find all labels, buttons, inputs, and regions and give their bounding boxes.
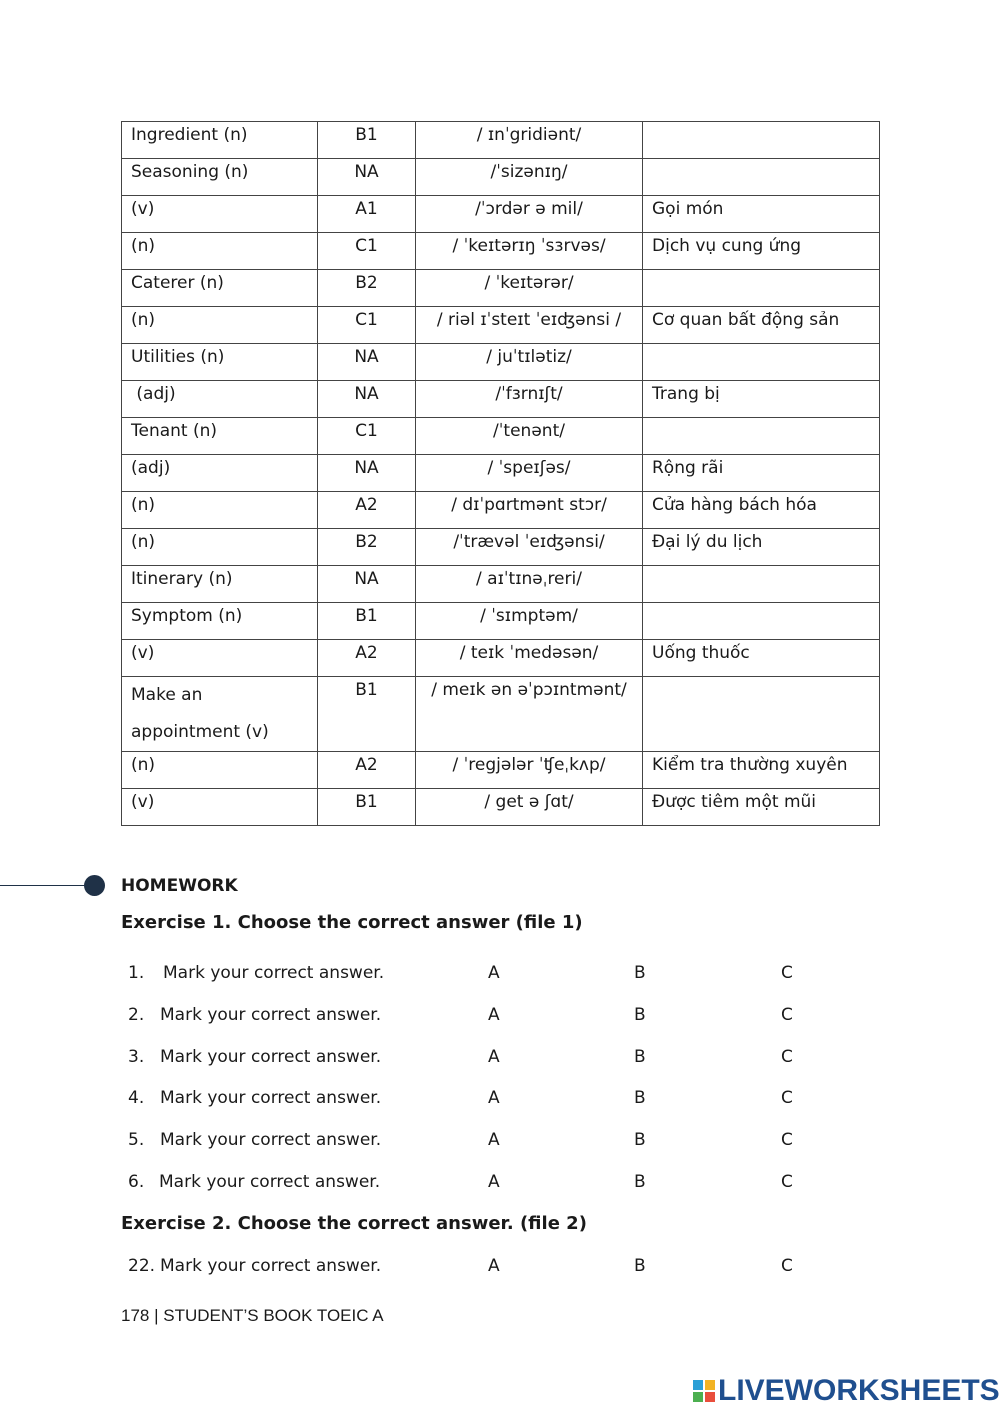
answer-option-c[interactable]: C [781, 1256, 793, 1276]
level-cell: NA [318, 566, 416, 603]
level-cell: B2 [318, 270, 416, 307]
question-number: 4. [128, 1088, 145, 1109]
meaning-cell[interactable]: Dịch vụ cung ứng [643, 233, 880, 270]
answer-option-b[interactable]: B [634, 1004, 646, 1025]
meaning-cell[interactable]: Gọi món [643, 196, 880, 233]
table-row [122, 789, 880, 826]
meaning-cell[interactable] [643, 270, 880, 307]
question-number: 5. [128, 1130, 145, 1151]
word-cell[interactable]: (v) [122, 196, 318, 233]
answer-option-b[interactable]: B [634, 1130, 646, 1151]
table-row [122, 603, 880, 640]
level-cell: B1 [318, 677, 416, 752]
homework-bullet-icon [84, 875, 105, 896]
level-cell: A2 [318, 640, 416, 677]
answer-option-b[interactable]: B [634, 1172, 646, 1192]
question-row [121, 1130, 881, 1156]
answer-option-a[interactable]: A [488, 1172, 500, 1192]
level-cell: C1 [318, 418, 416, 455]
answer-option-c[interactable]: C [781, 963, 793, 983]
meaning-cell[interactable]: Kiểm tra thường xuyên [643, 752, 880, 789]
meaning-cell[interactable] [643, 418, 880, 455]
level-cell: B2 [318, 529, 416, 566]
exercise-1-title: Exercise 1. Choose the correct answer (file 1) [121, 912, 583, 933]
question-number: 22. [128, 1256, 156, 1276]
question-text: Mark your correct answer. [159, 1172, 381, 1192]
table-row [122, 640, 880, 677]
ipa-cell: / ˈkeɪtərɪŋ ˈsɜrvəs/ [416, 233, 643, 270]
answer-option-c[interactable]: C [781, 1088, 793, 1109]
answer-option-b[interactable]: B [634, 963, 646, 983]
answer-option-c[interactable]: C [781, 1004, 793, 1025]
meaning-cell[interactable]: Trang bị [643, 381, 880, 418]
ipa-cell: / get ə ʃɑt/ [416, 789, 643, 826]
question-number: 1. [128, 963, 145, 983]
logo-square-1 [693, 1380, 703, 1390]
ipa-cell: / dɪˈpɑrtmənt stɔr/ [416, 492, 643, 529]
level-cell: A2 [318, 752, 416, 789]
table-row [122, 159, 880, 196]
ipa-cell: / aɪˈtɪnəˌreri/ [416, 566, 643, 603]
table-row [122, 381, 880, 418]
question-row [121, 1172, 881, 1198]
level-cell: A1 [318, 196, 416, 233]
word-cell[interactable]: (v) [122, 640, 318, 677]
word-cell[interactable]: Ingredient (n) [122, 122, 318, 159]
question-text: Mark your correct answer. [160, 1004, 382, 1025]
level-cell: B1 [318, 603, 416, 640]
word-cell[interactable]: Utilities (n) [122, 344, 318, 381]
answer-option-a[interactable]: A [488, 1256, 500, 1276]
answer-option-a[interactable]: A [488, 1088, 500, 1109]
table-row [122, 529, 880, 566]
liveworksheets-brand[interactable] [693, 1374, 1000, 1408]
table-row [122, 307, 880, 344]
answer-option-a[interactable]: A [488, 963, 500, 983]
meaning-cell[interactable]: Đại lý du lịch [643, 529, 880, 566]
question-row [121, 1088, 881, 1114]
homework-title: HOMEWORK [121, 876, 238, 896]
answer-option-c[interactable]: C [781, 1046, 793, 1067]
word-cell[interactable]: Seasoning (n) [122, 159, 318, 196]
word-cell[interactable]: (n) [122, 307, 318, 344]
level-cell: C1 [318, 307, 416, 344]
answer-option-c[interactable]: C [781, 1130, 793, 1151]
question-text: Mark your correct answer. [160, 1046, 382, 1067]
logo-square-3 [693, 1392, 703, 1402]
level-cell: B1 [318, 122, 416, 159]
logo-square-2 [705, 1380, 715, 1390]
word-cell[interactable]: (n) [122, 529, 318, 566]
ipa-cell: /ˈfɜrnɪʃt/ [416, 381, 643, 418]
answer-option-b[interactable]: B [634, 1046, 646, 1067]
word-cell[interactable]: Caterer (n) [122, 270, 318, 307]
table-row [122, 492, 880, 529]
meaning-cell[interactable]: Được tiêm một mũi [643, 789, 880, 826]
question-text: Mark your correct answer. [163, 963, 385, 983]
question-row [121, 1256, 881, 1282]
ipa-cell: / ˈspeɪʃəs/ [416, 455, 643, 492]
table-row [122, 418, 880, 455]
question-row [121, 963, 881, 989]
table-row [122, 122, 880, 159]
homework-line [0, 885, 88, 886]
meaning-cell[interactable] [643, 159, 880, 196]
ipa-cell: / teɪk ˈmedəsən/ [416, 640, 643, 677]
level-cell: B1 [318, 789, 416, 826]
ipa-cell: /ˈtenənt/ [416, 418, 643, 455]
ipa-cell: / ɪnˈgridiənt/ [416, 122, 643, 159]
question-row [121, 1005, 881, 1031]
meaning-cell[interactable] [643, 344, 880, 381]
table-row [122, 677, 880, 752]
level-cell: NA [318, 455, 416, 492]
level-cell: C1 [318, 233, 416, 270]
liveworksheets-logo-icon [693, 1380, 715, 1402]
ipa-cell: / ˈsɪmptəm/ [416, 603, 643, 640]
question-text: Mark your correct answer. [160, 1088, 382, 1109]
ipa-cell: / riəl ɪˈsteɪt ˈeɪʤənsi / [416, 307, 643, 344]
word-cell[interactable]: (n) [122, 492, 318, 529]
answer-option-a[interactable]: A [488, 1130, 500, 1151]
ipa-cell: / meɪk ən əˈpɔɪntmənt/ [416, 677, 643, 752]
ipa-cell: /ˈsizənɪŋ/ [416, 159, 643, 196]
word-cell[interactable]: (n) [122, 752, 318, 789]
meaning-cell[interactable]: Cơ quan bất động sản [643, 307, 880, 344]
table-row [122, 752, 880, 789]
question-number: 6. [128, 1172, 145, 1192]
meaning-cell[interactable] [643, 566, 880, 603]
vocabulary-table-body [122, 122, 880, 826]
meaning-cell[interactable]: Uống thuốc [643, 640, 880, 677]
meaning-cell[interactable]: Cửa hàng bách hóa [643, 492, 880, 529]
meaning-cell[interactable]: Rộng rãi [643, 455, 880, 492]
page-footer: 178 | STUDENT’S BOOK TOEIC A [121, 1306, 384, 1325]
answer-option-a[interactable]: A [488, 1046, 500, 1067]
liveworksheets-wordmark: LIVEWORKSHEETS [718, 1374, 1000, 1407]
ipa-cell: /ˈtrævəl ˈeɪʤənsi/ [416, 529, 643, 566]
answer-option-a[interactable]: A [488, 1004, 500, 1025]
ipa-cell: / ˈkeɪtərər/ [416, 270, 643, 307]
question-number: 3. [128, 1046, 145, 1067]
question-text: Mark your correct answer. [160, 1130, 382, 1151]
logo-square-4 [705, 1392, 715, 1402]
answer-option-b[interactable]: B [634, 1256, 646, 1276]
table-row [122, 455, 880, 492]
word-cell[interactable]: (adj) [122, 455, 318, 492]
vocabulary-table [121, 121, 880, 826]
level-cell: NA [318, 344, 416, 381]
word-cell[interactable]: Make an appointment (v) [122, 677, 318, 752]
table-row [122, 270, 880, 307]
ipa-cell: / ˈregjələr ˈʧeˌkʌp/ [416, 752, 643, 789]
answer-option-c[interactable]: C [781, 1172, 793, 1192]
question-number: 2. [128, 1004, 145, 1025]
meaning-cell[interactable] [643, 677, 880, 752]
question-text: Mark your correct answer. [160, 1256, 382, 1276]
level-cell: A2 [318, 492, 416, 529]
table-row [122, 344, 880, 381]
table-row [122, 196, 880, 233]
meaning-cell[interactable] [643, 122, 880, 159]
word-cell[interactable]: (adj) [122, 381, 318, 418]
level-cell: NA [318, 381, 416, 418]
meaning-cell[interactable] [643, 603, 880, 640]
level-cell: NA [318, 159, 416, 196]
ipa-cell: /ˈɔrdər ə mil/ [416, 196, 643, 233]
word-cell[interactable]: Itinerary (n) [122, 566, 318, 603]
word-cell[interactable]: Tenant (n) [122, 418, 318, 455]
question-row [121, 1047, 881, 1073]
table-row [122, 233, 880, 270]
exercise-2-title: Exercise 2. Choose the correct answer. (file 2) [121, 1213, 587, 1234]
table-row [122, 566, 880, 603]
word-cell[interactable]: (n) [122, 233, 318, 270]
answer-option-b[interactable]: B [634, 1088, 646, 1109]
word-cell[interactable]: Symptom (n) [122, 603, 318, 640]
ipa-cell: / juˈtɪlətiz/ [416, 344, 643, 381]
word-cell[interactable]: (v) [122, 789, 318, 826]
